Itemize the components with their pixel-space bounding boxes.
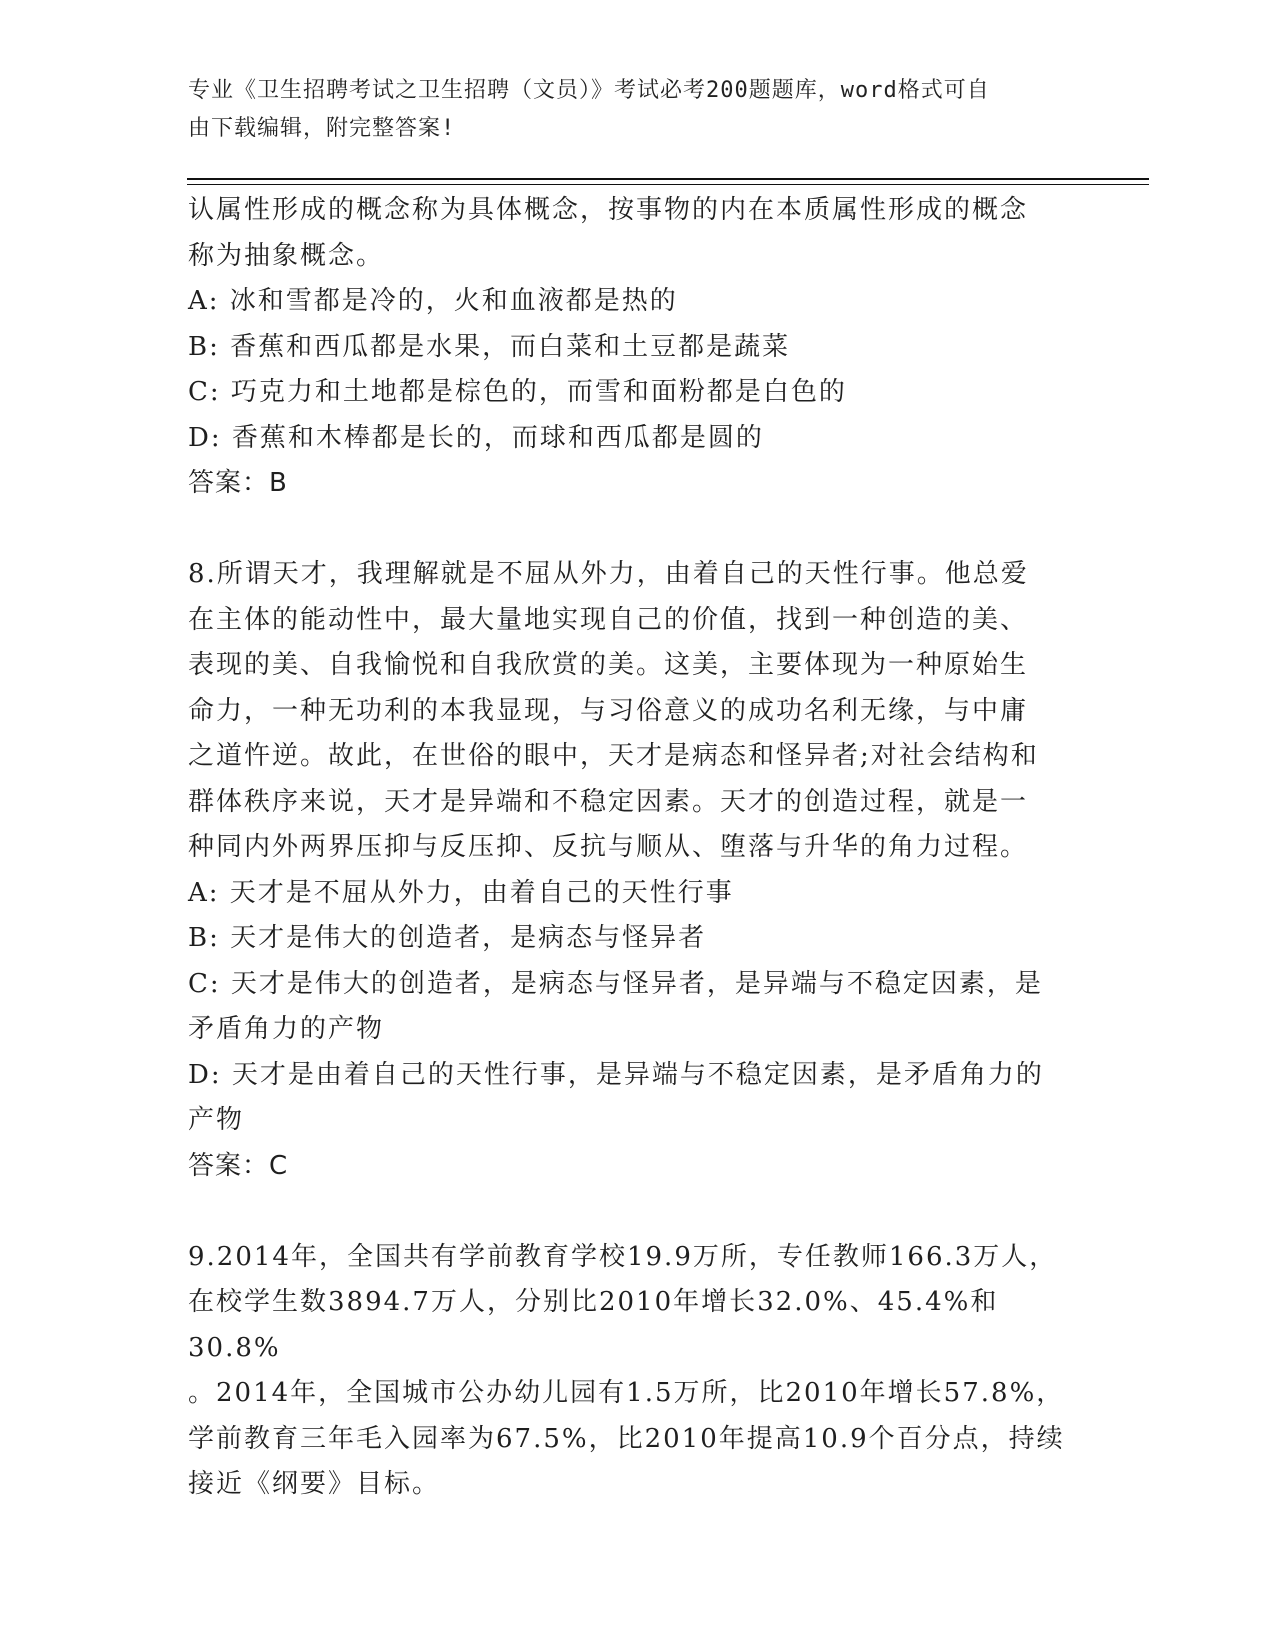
question-stem-line: 9.2014年，全国共有学前教育学校19.9万所，专任教师166.3万人， [188, 1241, 1058, 1272]
question-stem-line: 学前教育三年毛入园率为67.5%，比2010年提高10.9个百分点，持续 [188, 1423, 1065, 1454]
question-9 [188, 1235, 1088, 1508]
option-b: B: 天才是伟大的创造者，是病态与怪异者 [188, 923, 707, 953]
header-line: 由下载编辑，附完整答案! [188, 116, 456, 141]
option-a: A: 冰和雪都是冷的，火和血液都是热的 [188, 286, 678, 316]
question-stem-line: 接近《纲要》目标。 [188, 1469, 441, 1499]
option-c: C: 天才是伟大的创造者，是病态与怪异者，是异端与不稳定因素，是 [188, 968, 1043, 999]
option-d-continued: 产物 [188, 1105, 245, 1135]
question-stem-line: 群体秩序来说，天才是异端和不稳定因素。天才的创造过程，就是一 [188, 786, 1029, 817]
question-stem-line: 在主体的能动性中，最大量地实现自己的价值，找到一种创造的美、 [188, 604, 1029, 635]
question-stem-line: 种同内外两界压抑与反压抑、反抗与顺从、堕落与升华的角力过程。 [188, 832, 1029, 862]
question-stem-line: 认属性形成的概念称为具体概念，按事物的内在本质属性形成的概念 [188, 195, 1029, 225]
question-stem-line: 。2014年，全国城市公办幼儿园有1.5万所，比2010年增长57.8%， [188, 1378, 1065, 1408]
option-b: B: 香蕉和西瓜都是水果，而白菜和土豆都是蔬菜 [188, 331, 791, 362]
option-c-continued: 矛盾角力的产物 [188, 1014, 385, 1044]
spacer [188, 1189, 1088, 1235]
option-d: D: 天才是由着自己的天性行事，是异端与不稳定因素，是矛盾角力的 [188, 1059, 1044, 1090]
header-rule-thick [187, 178, 1149, 180]
document-body [188, 188, 1088, 1508]
question-stem-line: 在校学生数3894.7万人，分别比2010年增长32.0%、45.4%和30.8% [188, 1287, 999, 1363]
option-a: A: 天才是不屈从外力，由着自己的天性行事 [188, 877, 734, 908]
spacer [188, 507, 1088, 553]
option-d: D: 香蕉和木棒都是长的，而球和西瓜都是圆的 [188, 422, 764, 453]
page-header [188, 72, 1068, 148]
question-stem-line: 称为抽象概念。 [188, 240, 385, 271]
question-stem-line: 表现的美、自我愉悦和自我欣赏的美。这美，主要体现为一种原始生 [188, 650, 1029, 680]
question-stem-line: 命力，一种无功利的本我显现，与习俗意义的成功名利无缘，与中庸 [188, 695, 1029, 726]
answer-line: 答案：B [188, 468, 288, 498]
answer-line: 答案：C [188, 1150, 289, 1181]
question-stem-line: 8.所谓天才，我理解就是不屈从外力，由着自己的天性行事。他总爱 [188, 559, 1029, 589]
option-c: C: 巧克力和土地都是棕色的，而雪和面粉都是白色的 [188, 377, 847, 407]
question-stem-line: 之道忤逆。故此，在世俗的眼中，天才是病态和怪异者;对社会结构和 [188, 741, 1039, 771]
header-line: 专业《卫生招聘考试之卫生招聘（文员）》考试必考200题题库，word格式可自 [188, 78, 990, 103]
header-rule-thin [187, 184, 1149, 185]
question-8 [188, 552, 1088, 1189]
question-7 [188, 188, 1088, 507]
